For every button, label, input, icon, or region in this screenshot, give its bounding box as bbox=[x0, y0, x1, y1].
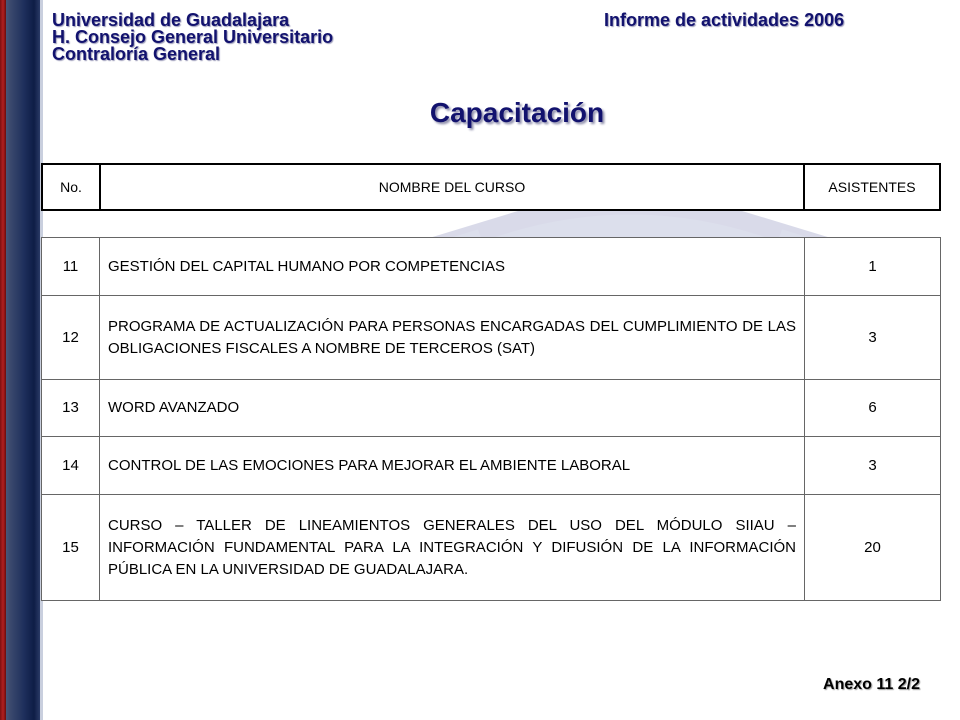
table-header bbox=[41, 163, 941, 211]
report-title-header: Informe de actividades 2006 bbox=[604, 10, 845, 30]
table-row bbox=[42, 380, 941, 437]
column-header-no: No. bbox=[42, 164, 100, 210]
course-name: CONTROL DE LAS EMOCIONES PARA MEJORAR EL AMBIENTE LABORAL bbox=[100, 437, 805, 495]
course-name: PROGRAMA DE ACTUALIZACIÓN PARA PERSONAS ENCARGADAS DEL CUMPLIMIENTO DE LAS OBLIGACIONES FISCALES A NOMBRE DE TERCEROS (SAT) bbox=[100, 296, 805, 380]
course-number: 12 bbox=[42, 296, 100, 380]
course-name: CURSO – TALLER DE LINEAMIENTOS GENERALES DEL USO DEL MÓDULO SIIAU – INFORMACIÓN FUNDAMENTAL PARA LA INTEGRACIÓN Y DIFUSIÓN DE LA INFORMACIÓN PÚBLICA EN LA UNIVERSIDAD DE GUADALAJARA. bbox=[100, 495, 805, 601]
header-line-university: Universidad de Guadalajara bbox=[52, 10, 290, 30]
courses-table bbox=[41, 237, 941, 601]
attendee-count: 6 bbox=[805, 380, 941, 437]
course-number: 14 bbox=[42, 437, 100, 495]
column-header-course-name: NOMBRE DEL CURSO bbox=[100, 164, 804, 210]
course-number: 15 bbox=[42, 495, 100, 601]
attendee-count: 3 bbox=[805, 296, 941, 380]
table-row bbox=[42, 437, 941, 495]
course-number: 11 bbox=[42, 238, 100, 296]
institution-header bbox=[52, 12, 333, 63]
header-line-council: H. Consejo General Universitario bbox=[52, 27, 334, 47]
column-header-attendees: ASISTENTES bbox=[804, 164, 940, 210]
table-row bbox=[42, 495, 941, 601]
attendee-count: 3 bbox=[805, 437, 941, 495]
header-line-comptroller: Contraloría General bbox=[52, 44, 221, 64]
course-name: GESTIÓN DEL CAPITAL HUMANO POR COMPETENCIAS bbox=[100, 238, 805, 296]
attendee-count: 20 bbox=[805, 495, 941, 601]
attendee-count: 1 bbox=[805, 238, 941, 296]
course-number: 13 bbox=[42, 380, 100, 437]
page-title: Capacitación bbox=[429, 97, 605, 128]
table-row bbox=[42, 296, 941, 380]
table-row bbox=[42, 238, 941, 296]
course-name: WORD AVANZADO bbox=[100, 380, 805, 437]
annex-label: Anexo 11 2/2 bbox=[823, 676, 920, 693]
